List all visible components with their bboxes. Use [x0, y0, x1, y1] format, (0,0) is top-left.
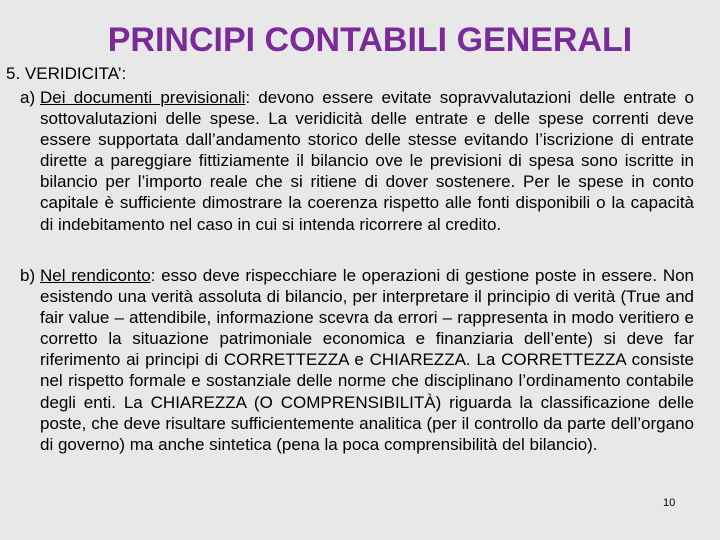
- list-item-b-label: Nel rendiconto: [40, 266, 151, 285]
- list-marker-b: b): [20, 266, 36, 285]
- list-item-b-body: [40, 265, 694, 455]
- slide-title: PRINCIPI CONTABILI GENERALI: [107, 21, 633, 59]
- list-item-a-label: Dei documenti previsionali: [40, 88, 246, 107]
- section-heading: 5. VERIDICITA’:: [6, 64, 127, 83]
- list-item-b-text: : esso deve rispecchiare le operazioni di gestione poste in essere. Non esistendo una verità assoluta di bilancio, per interpretare il principio di verità (True and fair value – attendibile, informazione scevra da errori – rappresenta in modo veritiero e corretto la situazione patrimoniale economica e finanziaria dell’ente) si deve far riferimento ai principi di CORRETTEZZA e CHIAREZZA. La CORRETTEZZA consiste nel rispetto formale e sostanziale delle norme che disciplinano l’ordinamento contabile degli enti. La CHIAREZZA (O COMPRENSIBILITÀ) riguarda la classificazione delle poste, che deve risultare sufficientemente analitica (per il controllo da parte dell’organo di governo) ma anche sintetica (pena la poca comprensibilità del bilancio).: [40, 266, 695, 454]
- list-item-a: [20, 87, 694, 235]
- list-item-b: [20, 265, 694, 455]
- page-number: 10: [663, 497, 676, 509]
- list-item-a-body: [40, 87, 694, 235]
- list-marker-a: a): [20, 88, 36, 107]
- list-item-a-text: : devono essere evitate sopravvalutazioni delle entrate o sottovalutazioni delle spese. La veridicità delle entrate e delle spese correnti deve essere supportata dall’andamento storico delle stesse evitando l’iscrizione di entrate dirette a pareggiare fittiziamente il bilancio ove le previsioni di spesa sono iscritte in bilancio per l’importo reale che si ritiene di dover sostenere. Per le spese in conto capitale è sufficiente dimostrare la coerenza rispetto alle fonti disponibili o la capacità di indebitamento nel caso in cui si intenda ricorrere al credito.: [40, 88, 694, 234]
